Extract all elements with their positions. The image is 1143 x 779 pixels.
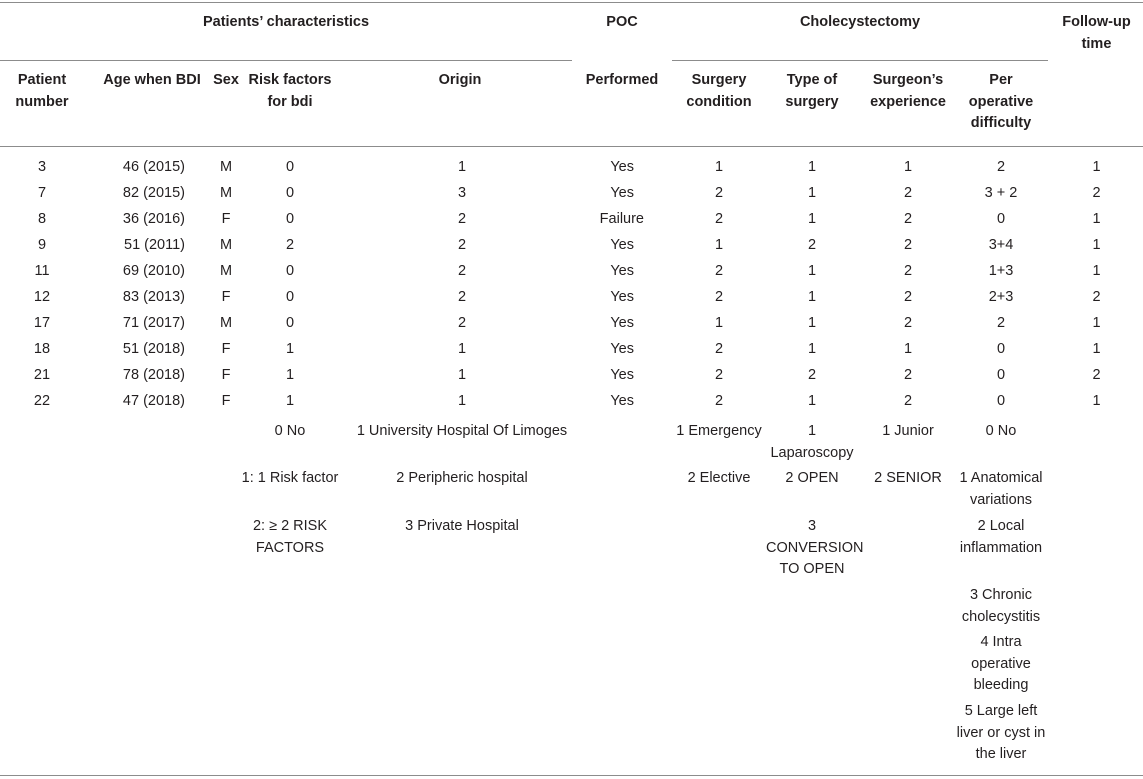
cell-origin: 1 bbox=[457, 159, 467, 175]
cell-difficulty: 2+3 bbox=[988, 289, 1014, 305]
group-poc: POC bbox=[606, 14, 638, 30]
header-bottom-rule bbox=[0, 146, 1143, 147]
cell-difficulty: 3 + 2 bbox=[984, 185, 1018, 201]
cell-age: 51 (2018) bbox=[122, 341, 185, 357]
cell-experience: 2 bbox=[903, 289, 913, 305]
cell-patient: 11 bbox=[34, 263, 50, 279]
cell-type: 2 bbox=[807, 367, 817, 383]
cell-risk: 0 bbox=[285, 315, 295, 331]
header-type-of-surgery: Type of surgery bbox=[785, 72, 839, 110]
cell-age: 51 (2011) bbox=[124, 237, 185, 253]
legend-difficulty-item: 1 Anatomical variations bbox=[959, 470, 1043, 508]
cell-difficulty: 3+4 bbox=[988, 237, 1014, 253]
cell-condition: 1 bbox=[714, 237, 724, 253]
cell-follow-up: 1 bbox=[1092, 315, 1101, 331]
cell-patient: 22 bbox=[33, 393, 51, 409]
cell-sex: F bbox=[221, 289, 231, 305]
legend-risk-item: 0 No bbox=[274, 423, 306, 439]
cell-poc: Yes bbox=[610, 185, 634, 201]
cell-sex: F bbox=[221, 393, 231, 409]
legend-difficulty-item: 4 Intra operative bleeding bbox=[971, 634, 1031, 693]
cell-age: 83 (2013) bbox=[122, 289, 185, 305]
cell-poc: Yes bbox=[610, 237, 634, 253]
cell-experience: 2 bbox=[903, 263, 913, 279]
cell-difficulty: 2 bbox=[996, 315, 1006, 331]
cell-follow-up: 1 bbox=[1092, 341, 1101, 357]
cell-sex: M bbox=[219, 315, 233, 331]
cell-condition: 1 bbox=[714, 315, 724, 331]
cell-risk: 0 bbox=[285, 263, 295, 279]
cell-patient: 12 bbox=[33, 289, 51, 305]
cell-poc: Yes bbox=[610, 367, 634, 383]
cell-experience: 2 bbox=[903, 237, 913, 253]
header-surgery-condition: Surgery condition bbox=[686, 72, 752, 110]
legend-type-item: 3 CONVERSION TO OPEN bbox=[766, 518, 864, 577]
cell-condition: 2 bbox=[714, 393, 724, 409]
group-patients-characteristics: Patients’ characteristics bbox=[202, 14, 370, 30]
cell-follow-up: 1 bbox=[1092, 211, 1101, 227]
header-per-operative-difficulty: Per operative difficulty bbox=[968, 72, 1034, 131]
cell-type: 2 bbox=[807, 237, 817, 253]
chole-group-rule bbox=[672, 60, 1048, 61]
cell-patient: 18 bbox=[33, 341, 51, 357]
cell-sex: F bbox=[221, 341, 231, 357]
cell-condition: 2 bbox=[714, 341, 724, 357]
cell-age: 47 (2018) bbox=[122, 393, 185, 409]
header-patient-number: Patient number bbox=[15, 72, 69, 110]
legend-origin-item: 2 Peripheric hospital bbox=[396, 470, 528, 486]
legend-difficulty-item: 3 Chronic cholecystitis bbox=[961, 587, 1041, 625]
cell-sex: F bbox=[221, 211, 231, 227]
cell-patient: 17 bbox=[33, 315, 51, 331]
cell-sex: M bbox=[219, 185, 233, 201]
cell-condition: 2 bbox=[714, 289, 724, 305]
cell-follow-up: 2 bbox=[1092, 289, 1101, 305]
cell-follow-up: 1 bbox=[1092, 159, 1101, 175]
bottom-rule bbox=[0, 775, 1143, 776]
cell-experience: 2 bbox=[903, 211, 913, 227]
legend-origin-item: 1 University Hospital Of Limoges bbox=[356, 423, 568, 439]
cell-risk: 1 bbox=[285, 367, 295, 383]
legend-type-item: 1 Laparoscopy bbox=[770, 423, 854, 461]
cell-difficulty: 0 bbox=[996, 341, 1006, 357]
cell-origin: 2 bbox=[457, 211, 467, 227]
cell-difficulty: 0 bbox=[996, 393, 1006, 409]
cell-condition: 2 bbox=[714, 263, 724, 279]
cell-risk: 0 bbox=[285, 289, 295, 305]
cell-condition: 1 bbox=[714, 159, 724, 175]
cell-patient: 7 bbox=[37, 185, 47, 201]
cell-risk: 0 bbox=[285, 185, 295, 201]
legend-condition-item: 2 Elective bbox=[687, 470, 751, 486]
cell-origin: 3 bbox=[457, 185, 467, 201]
cell-origin: 2 bbox=[457, 289, 467, 305]
legend-difficulty-item: 5 Large left liver or cyst in the liver bbox=[956, 703, 1046, 762]
header-surgeons-experience: Surgeon’s experience bbox=[870, 72, 946, 110]
cell-sex: M bbox=[219, 159, 233, 175]
cell-risk: 1 bbox=[285, 341, 295, 357]
cell-age: 82 (2015) bbox=[122, 185, 185, 201]
cell-poc: Failure bbox=[599, 211, 644, 227]
cell-condition: 2 bbox=[714, 367, 724, 383]
cell-type: 1 bbox=[807, 289, 817, 305]
legend-experience-item: 1 Junior bbox=[882, 423, 934, 439]
cell-type: 1 bbox=[807, 185, 817, 201]
legend-risk-item: 2: ≥ 2 RISK FACTORS bbox=[252, 518, 328, 556]
cell-type: 1 bbox=[807, 263, 817, 279]
cell-difficulty: 0 bbox=[996, 367, 1006, 383]
cell-age: 71 (2017) bbox=[122, 315, 185, 331]
cell-age: 69 (2010) bbox=[122, 263, 185, 279]
cell-age: 36 (2016) bbox=[122, 211, 185, 227]
cell-experience: 2 bbox=[903, 393, 913, 409]
cell-difficulty: 1+3 bbox=[988, 263, 1014, 279]
cell-origin: 2 bbox=[457, 263, 467, 279]
cell-condition: 2 bbox=[714, 211, 724, 227]
group-follow-up-time: Follow-up time bbox=[1062, 14, 1131, 52]
cell-sex: M bbox=[219, 263, 233, 279]
cell-follow-up: 1 bbox=[1092, 263, 1101, 279]
cell-origin: 1 bbox=[457, 393, 467, 409]
header-performed: Performed bbox=[585, 72, 659, 88]
cell-difficulty: 2 bbox=[996, 159, 1006, 175]
cell-follow-up: 1 bbox=[1092, 237, 1101, 253]
cell-patient: 3 bbox=[37, 159, 47, 175]
cell-origin: 1 bbox=[457, 367, 467, 383]
cell-origin: 2 bbox=[457, 237, 467, 253]
cell-type: 1 bbox=[807, 159, 817, 175]
cell-patient: 21 bbox=[33, 367, 51, 383]
cell-follow-up: 2 bbox=[1092, 185, 1101, 201]
cell-age: 78 (2018) bbox=[122, 367, 185, 383]
cell-patient: 8 bbox=[37, 211, 47, 227]
cell-difficulty: 0 bbox=[996, 211, 1006, 227]
group-cholecystectomy: Cholecystectomy bbox=[799, 14, 921, 30]
cell-follow-up: 2 bbox=[1092, 367, 1101, 383]
header-risk-factors: Risk factors for bdi bbox=[248, 72, 332, 110]
cell-sex: M bbox=[219, 237, 233, 253]
cell-type: 1 bbox=[807, 393, 817, 409]
legend-risk-item: 1: 1 Risk factor bbox=[241, 470, 339, 486]
legend-experience-item: 2 SENIOR bbox=[874, 470, 942, 486]
cell-type: 1 bbox=[807, 211, 817, 227]
header-age-when-bdi: Age when BDI bbox=[103, 72, 201, 88]
cell-poc: Yes bbox=[610, 159, 634, 175]
cell-poc: Yes bbox=[610, 263, 634, 279]
cell-patient: 9 bbox=[37, 237, 47, 253]
cell-condition: 2 bbox=[714, 185, 724, 201]
legend-type-item: 2 OPEN bbox=[785, 470, 839, 486]
cell-experience: 2 bbox=[903, 367, 913, 383]
legend-origin-item: 3 Private Hospital bbox=[405, 518, 519, 534]
cell-sex: F bbox=[221, 367, 231, 383]
top-rule bbox=[0, 2, 1143, 3]
cell-risk: 1 bbox=[285, 393, 295, 409]
cell-poc: Yes bbox=[610, 315, 634, 331]
cell-experience: 1 bbox=[903, 159, 913, 175]
cell-experience: 1 bbox=[903, 341, 913, 357]
cell-experience: 2 bbox=[903, 315, 913, 331]
cell-poc: Yes bbox=[610, 341, 634, 357]
legend-difficulty-item: 2 Local inflammation bbox=[959, 518, 1043, 556]
cell-experience: 2 bbox=[903, 185, 913, 201]
cell-type: 1 bbox=[807, 341, 817, 357]
header-origin: Origin bbox=[438, 72, 482, 88]
cell-follow-up: 1 bbox=[1092, 393, 1101, 409]
cell-risk: 2 bbox=[285, 237, 295, 253]
legend-condition-item: 1 Emergency bbox=[676, 423, 762, 439]
patients-group-rule bbox=[0, 60, 572, 61]
cell-origin: 2 bbox=[457, 315, 467, 331]
cell-poc: Yes bbox=[610, 289, 634, 305]
cell-risk: 0 bbox=[285, 211, 295, 227]
legend-difficulty-item: 0 No bbox=[985, 423, 1017, 439]
cell-origin: 1 bbox=[457, 341, 467, 357]
cell-age: 46 (2015) bbox=[122, 159, 185, 175]
header-sex: Sex bbox=[213, 72, 239, 88]
cell-poc: Yes bbox=[610, 393, 634, 409]
cell-risk: 0 bbox=[285, 159, 295, 175]
cell-type: 1 bbox=[807, 315, 817, 331]
